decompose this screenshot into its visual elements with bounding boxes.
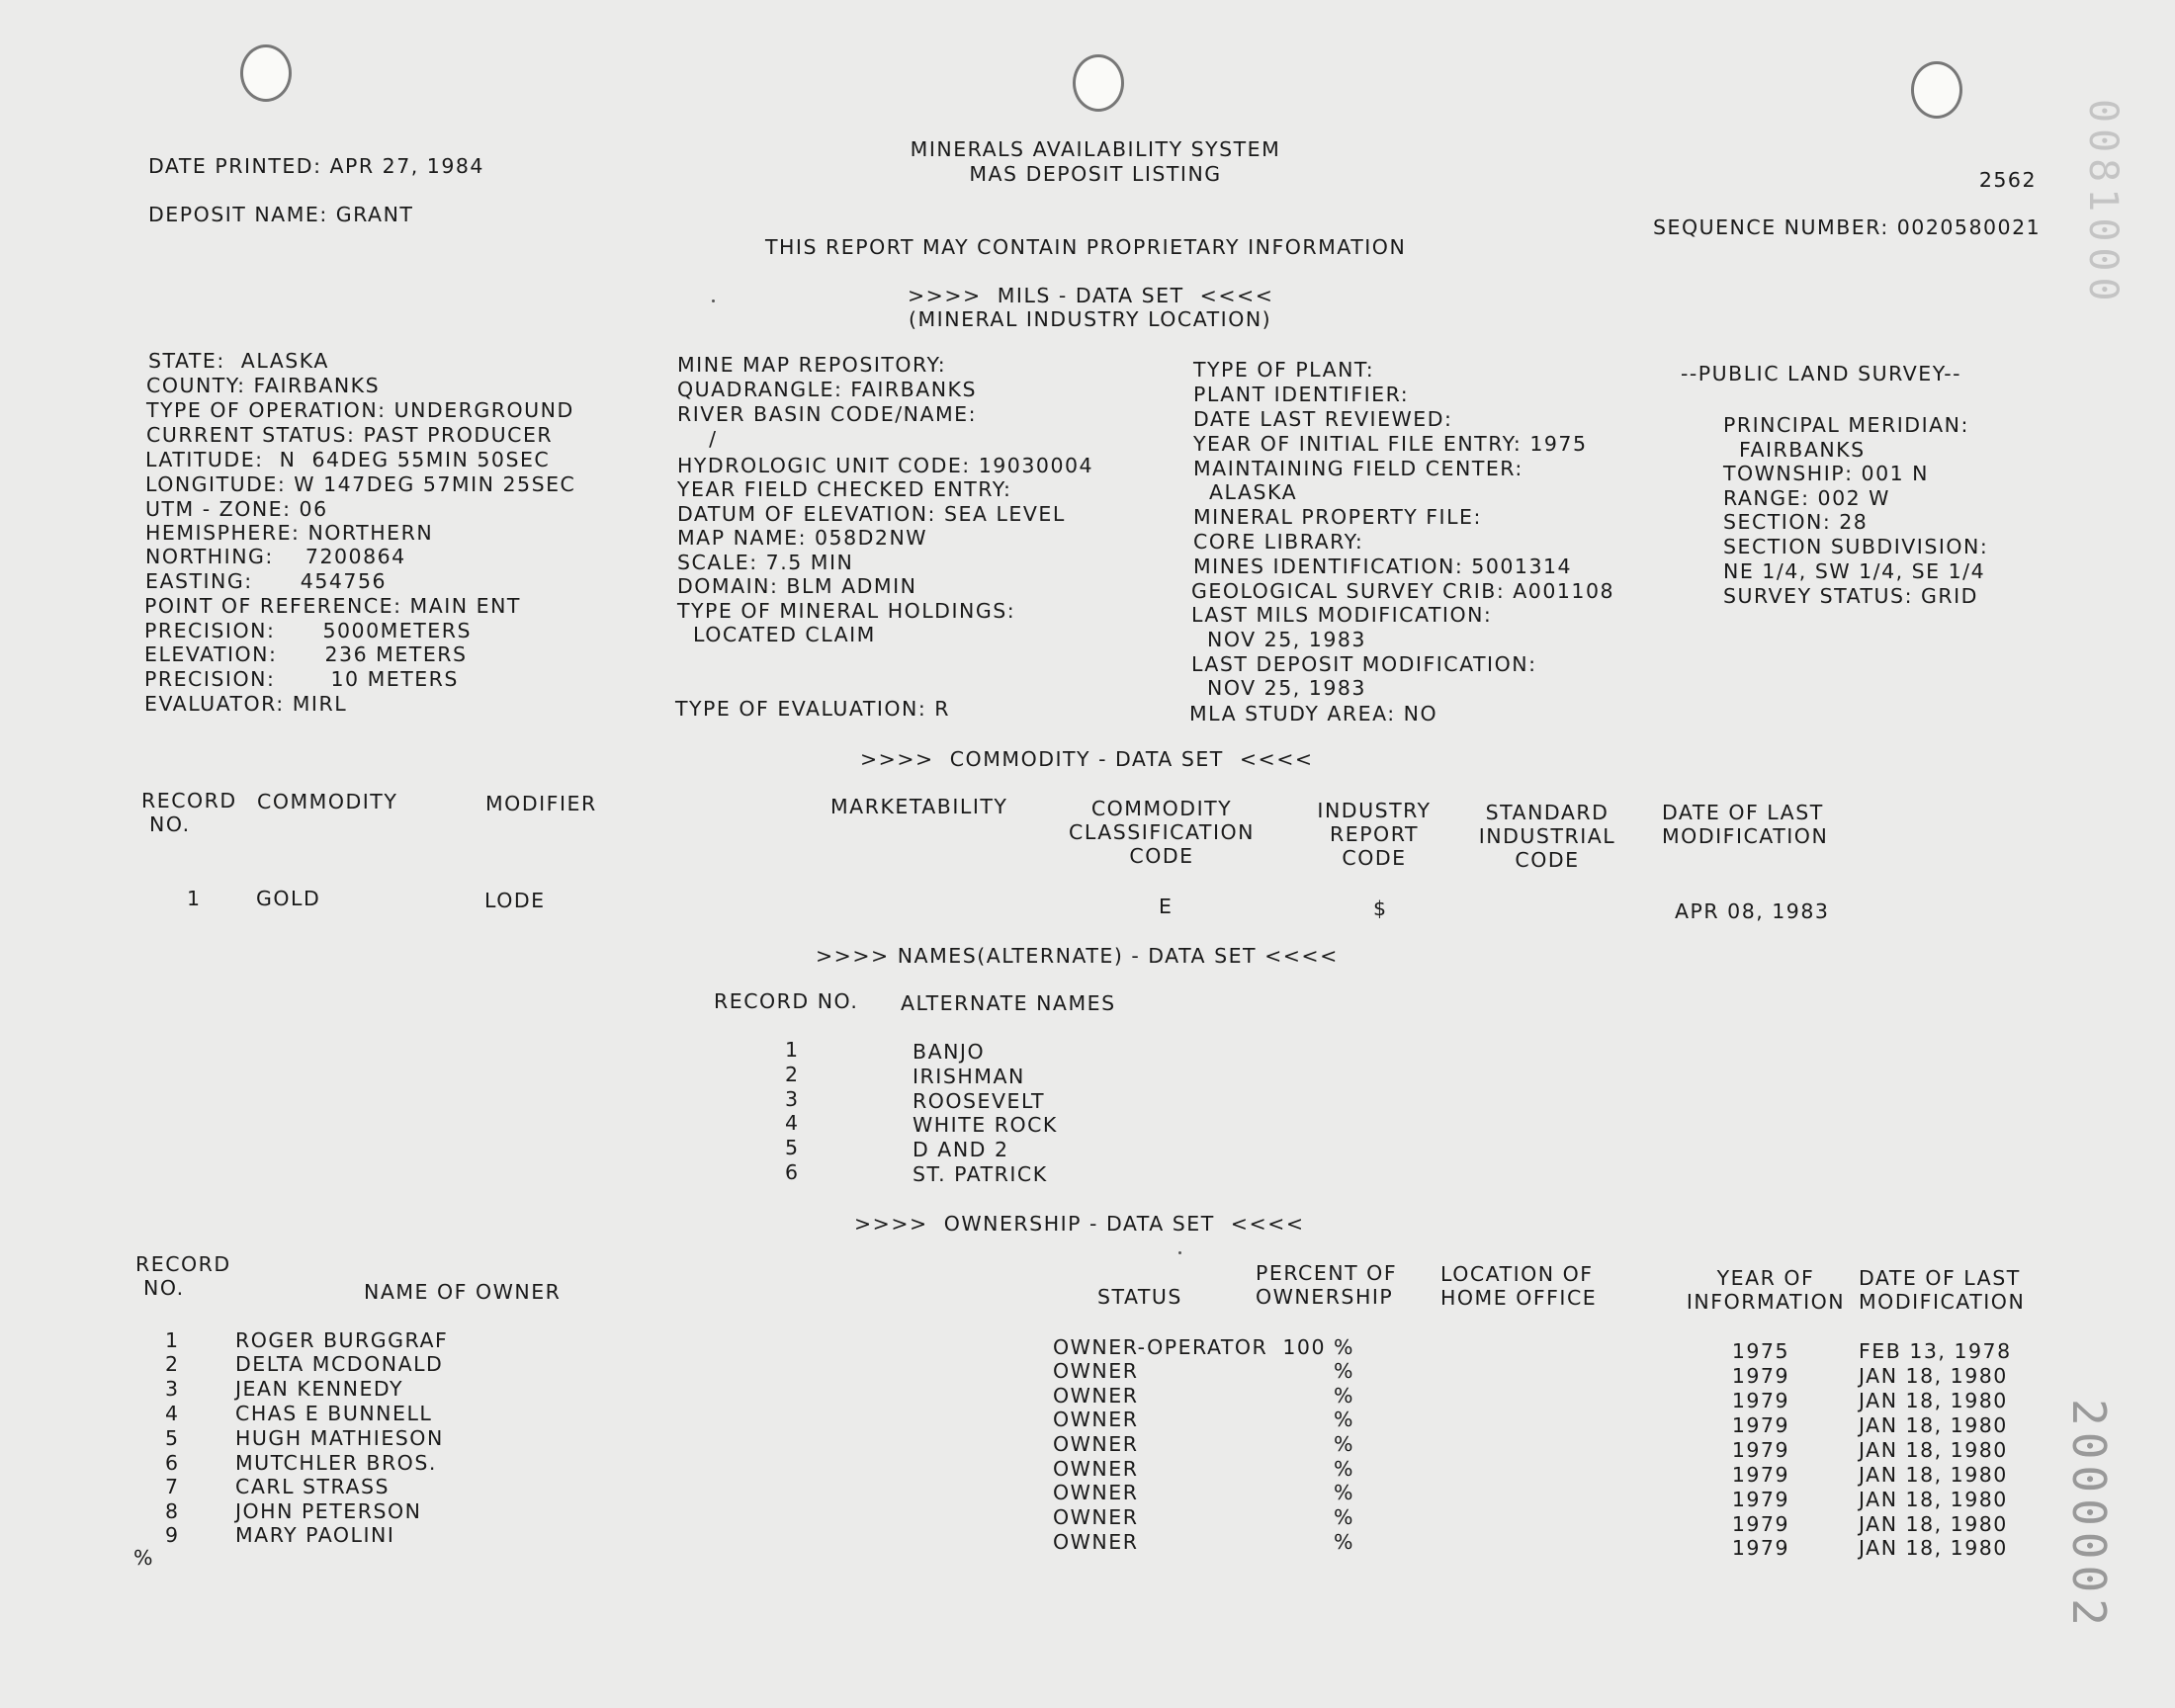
owner-date: JAN 18, 1980	[1859, 1512, 2008, 1536]
mils-field: EVALUATOR: MIRL	[144, 692, 348, 716]
plss-field: NE 1/4, SW 1/4, SE 1/4	[1723, 559, 1986, 583]
mils-field: HEMISPHERE: NORTHERN	[145, 521, 434, 545]
date-printed: DATE PRINTED: APR 27, 1984	[148, 154, 484, 178]
owner-date: JAN 18, 1980	[1859, 1536, 2008, 1560]
commodity-col-commodity: COMMODITY	[257, 790, 398, 813]
mils-field: POINT OF REFERENCE: MAIN ENT	[144, 594, 521, 618]
margin-stamp-faint: 0081000	[2080, 99, 2126, 307]
mils-subheading: (MINERAL INDUSTRY LOCATION)	[909, 307, 1272, 331]
mils-field: RIVER BASIN CODE/NAME:	[677, 402, 978, 426]
owner-name: ROGER BURGGRAF	[235, 1328, 449, 1352]
alt-name-no: 2	[785, 1063, 800, 1086]
owner-status: OWNER	[1053, 1384, 1139, 1408]
ownership-col-date: DATE OF LAST MODIFICATION	[1859, 1266, 2026, 1314]
names-heading: >>>> NAMES(ALTERNATE) - DATA SET <<<<	[816, 944, 1339, 968]
owner-record-no: 7	[165, 1475, 180, 1498]
mils-field: LAST MILS MODIFICATION:	[1191, 603, 1493, 627]
mils-field: MINE MAP REPOSITORY:	[677, 353, 947, 377]
commodity-col-modifier: MODIFIER	[485, 792, 597, 815]
footer-percent-mark: %	[133, 1546, 154, 1570]
owner-percent: %	[1334, 1481, 1354, 1504]
owner-status: OWNER-OPERATOR	[1053, 1335, 1268, 1359]
commodity-col-sic-code: STANDARD INDUSTRIAL CODE	[1478, 801, 1616, 872]
owner-percent: %	[1334, 1457, 1354, 1481]
ownership-col-percent: PERCENT OF OWNERSHIP	[1256, 1261, 1398, 1309]
owner-name: MUTCHLER BROS.	[235, 1451, 437, 1475]
ownership-col-owner: NAME OF OWNER	[364, 1280, 562, 1304]
mils-field: DATE LAST REVIEWED:	[1193, 407, 1453, 431]
owner-year: 1979	[1731, 1512, 1789, 1536]
plss-field: RANGE: 002 W	[1723, 486, 1890, 510]
alt-name-no: 4	[785, 1111, 800, 1135]
mils-field: LATITUDE: N 64DEG 55MIN 50SEC	[145, 448, 551, 471]
owner-status: OWNER	[1053, 1408, 1139, 1431]
mils-field: ELEVATION: 236 METERS	[144, 642, 468, 666]
plss-field: PRINCIPAL MERIDIAN:	[1723, 413, 1969, 437]
commodity-name: GOLD	[256, 887, 321, 910]
commodity-industry-code: $	[1373, 897, 1388, 920]
owner-status: OWNER	[1053, 1505, 1139, 1529]
commodity-col-industry-code: INDUSTRY REPORT CODE	[1317, 799, 1432, 870]
mils-field: COUNTY: FAIRBANKS	[146, 374, 381, 397]
deposit-name: DEPOSIT NAME: GRANT	[148, 203, 414, 226]
ownership-col-status: STATUS	[1097, 1285, 1182, 1309]
mils-field: MINERAL PROPERTY FILE:	[1193, 505, 1482, 529]
owner-year: 1979	[1731, 1438, 1789, 1462]
owner-percent: %	[1334, 1359, 1354, 1383]
owner-year: 1979	[1731, 1536, 1789, 1560]
punch-hole-right	[1911, 61, 1962, 119]
mils-field: DATUM OF ELEVATION: SEA LEVEL	[677, 502, 1066, 526]
alt-name: WHITE ROCK	[913, 1113, 1058, 1137]
names-col-names: ALTERNATE NAMES	[901, 991, 1116, 1015]
owner-date: JAN 18, 1980	[1859, 1389, 2008, 1412]
commodity-record-no: 1	[187, 887, 202, 910]
owner-status: OWNER	[1053, 1432, 1139, 1456]
commodity-class-code: E	[1159, 895, 1174, 918]
mils-field: TYPE OF MINERAL HOLDINGS:	[677, 599, 1016, 623]
mils-field: PRECISION: 5000METERS	[144, 619, 472, 642]
owner-percent: %	[1334, 1530, 1354, 1554]
owner-name: HUGH MATHIESON	[235, 1426, 444, 1450]
mils-field: /	[677, 427, 718, 451]
owner-date: JAN 18, 1980	[1859, 1438, 2008, 1462]
scan-speck	[712, 299, 715, 302]
alt-name: BANJO	[913, 1040, 986, 1064]
mils-field: PRECISION: 10 METERS	[144, 667, 459, 691]
owner-record-no: 1	[165, 1328, 180, 1352]
commodity-modifier: LODE	[484, 889, 546, 912]
mils-field: TYPE OF PLANT:	[1193, 358, 1375, 382]
mils-field: CURRENT STATUS: PAST PRODUCER	[146, 423, 554, 447]
mils-field: YEAR OF INITIAL FILE ENTRY: 1975	[1193, 432, 1588, 456]
owner-name: JOHN PETERSON	[235, 1499, 422, 1523]
alt-name-no: 3	[785, 1087, 800, 1111]
owner-record-no: 8	[165, 1499, 180, 1523]
owner-name: CHAS E BUNNELL	[235, 1402, 433, 1425]
owner-date: FEB 13, 1978	[1859, 1339, 2012, 1363]
alt-name: ST. PATRICK	[913, 1162, 1048, 1186]
mils-field: MAP NAME: 058D2NW	[677, 526, 928, 550]
mils-field: PLANT IDENTIFIER:	[1193, 383, 1410, 406]
alt-name: D AND 2	[913, 1138, 1009, 1161]
ownership-col-year: YEAR OF INFORMATION	[1686, 1266, 1846, 1314]
punch-hole-center	[1073, 54, 1124, 112]
alt-name: ROOSEVELT	[913, 1089, 1046, 1113]
owner-percent: %	[1334, 1505, 1354, 1529]
owner-date: JAN 18, 1980	[1859, 1463, 2008, 1487]
mils-field: CORE LIBRARY:	[1193, 530, 1364, 554]
ownership-col-location: LOCATION OF HOME OFFICE	[1440, 1262, 1598, 1310]
mils-field: ALASKA	[1193, 480, 1298, 504]
plss-field: SECTION SUBDIVISION:	[1723, 535, 1989, 558]
plss-field: FAIRBANKS	[1723, 438, 1866, 462]
plss-field: SECTION: 28	[1723, 510, 1869, 534]
commodity-date: APR 08, 1983	[1675, 899, 1830, 923]
mils-field: QUADRANGLE: FAIRBANKS	[677, 378, 978, 401]
owner-status: OWNER	[1053, 1530, 1139, 1554]
mils-field: NORTHING: 7200864	[145, 545, 406, 568]
mils-field: MLA STUDY AREA: NO	[1189, 702, 1438, 726]
mils-field: SCALE: 7.5 MIN	[677, 551, 854, 574]
proprietary-notice: THIS REPORT MAY CONTAIN PROPRIETARY INFORMATION	[765, 235, 1407, 259]
mils-field: TYPE OF EVALUATION: R	[675, 697, 951, 721]
mils-field: EASTING: 454756	[145, 569, 388, 593]
owner-year: 1975	[1731, 1339, 1789, 1363]
owner-year: 1979	[1731, 1389, 1789, 1412]
mils-field: DOMAIN: BLM ADMIN	[677, 574, 917, 598]
page-number: 2562	[1978, 168, 2037, 192]
mils-field: UTM - ZONE: 06	[145, 497, 328, 521]
owner-record-no: 9	[165, 1523, 180, 1547]
owner-record-no: 4	[165, 1402, 180, 1425]
sequence-number: SEQUENCE NUMBER: 0020580021	[1653, 215, 2042, 239]
margin-stamp-number: 2000002	[2062, 1399, 2116, 1632]
mils-field: YEAR FIELD CHECKED ENTRY:	[677, 477, 1012, 501]
owner-status: OWNER	[1053, 1481, 1139, 1504]
owner-record-no: 3	[165, 1377, 180, 1401]
owner-date: JAN 18, 1980	[1859, 1413, 2008, 1437]
mils-field: TYPE OF OPERATION: UNDERGROUND	[146, 398, 574, 422]
commodity-col-record: RECORD NO.	[141, 789, 237, 836]
mils-field: MINES IDENTIFICATION: 5001314	[1193, 555, 1573, 578]
owner-year: 1979	[1731, 1364, 1789, 1388]
owner-percent: 100 %	[1282, 1335, 1354, 1359]
owner-year: 1979	[1731, 1488, 1789, 1511]
plss-heading: --PUBLIC LAND SURVEY--	[1681, 362, 1962, 385]
owner-date: JAN 18, 1980	[1859, 1488, 2008, 1511]
owner-percent: %	[1334, 1408, 1354, 1431]
mils-field: NOV 25, 1983	[1191, 676, 1366, 700]
commodity-col-date: DATE OF LAST MODIFICATION	[1662, 801, 1829, 848]
owner-status: OWNER	[1053, 1359, 1139, 1383]
mils-field: MAINTAINING FIELD CENTER:	[1193, 457, 1523, 480]
system-title: MINERALS AVAILABILITY SYSTEM	[910, 137, 1281, 161]
mils-field: GEOLOGICAL SURVEY CRIB: A001108	[1191, 579, 1615, 603]
owner-record-no: 6	[165, 1451, 180, 1475]
owner-name: MARY PAOLINI	[235, 1523, 395, 1547]
commodity-heading: >>>> COMMODITY - DATA SET <<<<	[860, 747, 1314, 771]
alt-name-no: 6	[785, 1160, 800, 1184]
owner-year: 1979	[1731, 1413, 1789, 1437]
owner-name: JEAN KENNEDY	[235, 1377, 404, 1401]
mils-field: LOCATED CLAIM	[677, 623, 876, 646]
plss-field: TOWNSHIP: 001 N	[1723, 462, 1930, 485]
commodity-col-marketability: MARKETABILITY	[830, 795, 1008, 818]
owner-status: OWNER	[1053, 1457, 1139, 1481]
listing-title: MAS DEPOSIT LISTING	[969, 162, 1222, 186]
alt-name-no: 5	[785, 1136, 800, 1159]
ownership-col-record: RECORD NO.	[135, 1252, 231, 1300]
ownership-heading: >>>> OWNERSHIP - DATA SET <<<<	[854, 1212, 1305, 1236]
owner-name: CARL STRASS	[235, 1475, 391, 1498]
mils-field: HYDROLOGIC UNIT CODE: 19030004	[677, 454, 1094, 477]
alt-name: IRISHMAN	[913, 1065, 1025, 1088]
owner-date: JAN 18, 1980	[1859, 1364, 2008, 1388]
owner-record-no: 5	[165, 1426, 180, 1450]
owner-name: DELTA MCDONALD	[235, 1352, 444, 1376]
owner-year: 1979	[1731, 1463, 1789, 1487]
alt-name-no: 1	[785, 1038, 800, 1062]
owner-percent: %	[1334, 1384, 1354, 1408]
commodity-col-class-code: COMMODITY CLASSIFICATION CODE	[1069, 797, 1255, 868]
scan-speck	[1178, 1251, 1181, 1254]
owner-record-no: 2	[165, 1352, 180, 1376]
mils-field: LAST DEPOSIT MODIFICATION:	[1191, 652, 1537, 676]
mils-heading: >>>> MILS - DATA SET <<<<	[908, 284, 1274, 307]
mils-field: LONGITUDE: W 147DEG 57MIN 25SEC	[145, 472, 576, 496]
mils-field: STATE: ALASKA	[148, 349, 329, 373]
names-col-record: RECORD NO.	[714, 989, 859, 1013]
plss-field: SURVEY STATUS: GRID	[1723, 584, 1978, 608]
punch-hole-left	[240, 44, 292, 102]
mils-field: NOV 25, 1983	[1191, 628, 1366, 651]
owner-percent: %	[1334, 1432, 1354, 1456]
